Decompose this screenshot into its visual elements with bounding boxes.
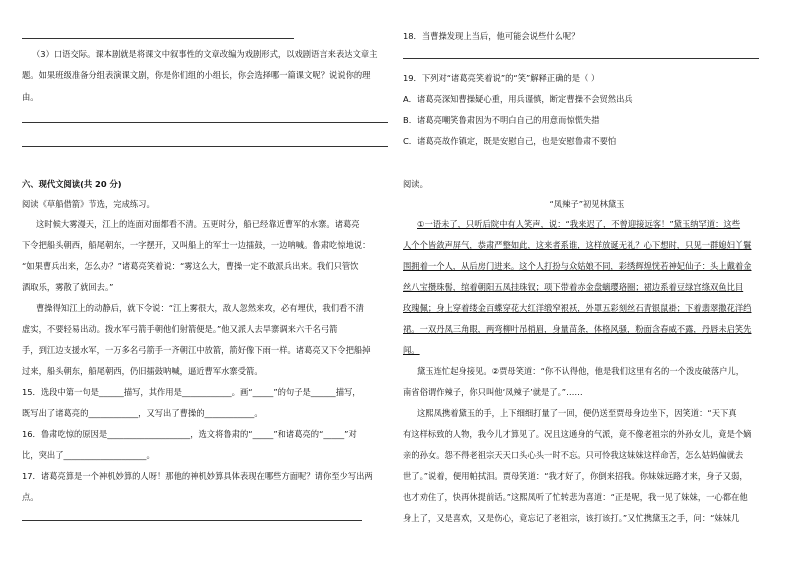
passage-line: 亲的孙女。怨不得老祖宗天天口头心头一时不忘。只可怜我这妹妹这样命苦，怎么姑妈偏就去 xyxy=(403,450,744,460)
question-17-cont: 点。 xyxy=(22,492,39,502)
passage-line: 身上了，又是喜欢，又是伤心，竟忘记了老祖宗，该打该打。”又忙携黛玉之手，问：“妹妹几 xyxy=(403,513,740,523)
passage-line: 曹操得知江上的动静后，就下令说：“江上雾很大，敌人忽然来攻，必有埋伏，我们看不清 xyxy=(36,303,364,313)
passage-line: 过来，船头朝东，船尾朝西，仍旧擂鼓呐喊，逼近曹军水寨受箭。 xyxy=(22,366,263,376)
answer-line xyxy=(22,520,362,521)
q3-line-3: 由。 xyxy=(22,92,39,102)
passage-line: 黛玉连忙起身接见。②贾母笑道：“你不认得他，他是我们这里有名的一个泼皮破落户儿， xyxy=(417,366,745,376)
passage-line: 裙。一双丹凤三角眼，两弯柳叶吊梢眉，身量苗条，体格风骚，粉面含春威不露，丹唇未启笑先 xyxy=(403,324,752,334)
answer-line xyxy=(22,122,388,123)
passage-line: 也才劝住了，快再休提前话。”这熙凤听了忙转悲为喜道：“正是呢，我一见了妹妹，一心都在他 xyxy=(403,492,748,502)
read-label: 阅读。 xyxy=(403,179,428,189)
section-6-title: 六、现代文阅读(共 20 分) xyxy=(22,179,122,189)
passage-line: 人个个皆敛声屏气，恭肃严整如此，这来者系谁，这样放诞无礼？心下想时，只见一群媳妇丫鬟 xyxy=(403,240,752,250)
passage-line: 下令把船头朝西，船尾朝东，一字摆开，又叫船上的军士一边擂鼓，一边呐喊。鲁肃吃惊地说： xyxy=(22,240,371,250)
passage-line: 玫瑰佩；身上穿着缕金百蝶穿花大红洋缎窄裉袄，外罩五彩刻丝石青银鼠褂；下着翡翠撒花洋绉 xyxy=(403,303,752,313)
question-17: 17．诸葛亮算是一个神机妙算的人呀！那他的神机妙算具体表现在哪些方面呢？请你至少写出两 xyxy=(22,471,373,481)
answer-line xyxy=(403,58,759,59)
question-19: 19．下列对“诸葛亮笑着说”的“笑”解释正确的是（ ） xyxy=(403,73,600,83)
passage-line: 这时候大雾漫天，江上的连面对面都看不清。五更时分，船已经靠近曹军的水寨。诸葛亮 xyxy=(36,219,360,229)
passage-title: “凤辣子”初见林黛玉 xyxy=(549,199,625,209)
option-b: B．诸葛亮嘲笑鲁肃因为不明白自己的用意而惊慌失措 xyxy=(403,115,600,125)
answer-line xyxy=(22,146,388,147)
question-18: 18．当曹操发现上当后，他可能会说些什么呢？ xyxy=(403,31,580,41)
passage-line: 世了。”说着，便用帕拭泪。贾母笑道：“我才好了，你倒来招我。你妹妹远路才来，身子又弱， xyxy=(403,471,748,481)
question-15: 15．选段中第一句是______描写，其作用是____________。画“_____”的句子是______描写， xyxy=(22,387,361,397)
question-16-cont: 比，突出了____________________。 xyxy=(22,450,155,460)
passage-line: 有这样标致的人物，我今儿才算见了。况且这通身的气派，竟不像老祖宗的外孙女儿，竟是个嫡 xyxy=(403,429,752,439)
passage-line: 虚实，不要轻易出动。拨水军弓箭手朝他们射箭便是。”他又派人去旱寨调来六千名弓箭 xyxy=(22,324,338,334)
question-16: 16．鲁肃吃惊的原因是____________________，选文将鲁肃的“_____”和诸葛亮的“_____”对 xyxy=(22,429,357,439)
passage-line: ①一语未了，只听后院中有人笑声，说：“我来迟了，不曾迎接远客！”黛玉纳罕道：这些 xyxy=(417,219,741,229)
passage-line: 这熙凤携着黛玉的手，上下细细打量了一回，便仍送至贾母身边坐下，因笑道：“天下真 xyxy=(417,408,737,418)
passage-line: 闻。 xyxy=(403,345,420,355)
option-c: C．诸葛亮故作镇定，既是安慰自己，也是安慰鲁肃不要怕 xyxy=(403,136,617,146)
passage-line: 丝八宝攒珠髻，绾着朝阳五凤挂珠钗；项下带着赤金盘螭璎珞圈；裙边系着豆绿宫绦双鱼比目 xyxy=(403,282,744,292)
option-a: A．诸葛亮深知曹操疑心重，用兵谨慎，断定曹操不会贸然出兵 xyxy=(403,94,633,104)
passage-line: 手，到江边支援水军，一万多名弓箭手一齐朝江中放箭，箭好像下雨一样。诸葛亮又下令把船掉 xyxy=(22,345,371,355)
passage-line: 酒取乐，雾散了就回去。” xyxy=(22,282,114,292)
passage-line: 围拥着一个人，从后房门进来。这个人打扮与众姑娘不同，彩绣辉煌恍若神妃仙子：头上戴着金 xyxy=(403,261,752,271)
q3-line-1: （3）口语交际。课本剧就是将课文中叙事性的文章改编为戏剧形式，以戏剧语言来表达文章主 xyxy=(32,49,378,59)
question-15-cont: 既写出了诸葛亮的____________，又写出了曹操的____________。 xyxy=(22,408,263,418)
q3-line-2: 题。如果班级准备分组表演课文剧，你是你们组的小组长，你会选择哪一篇课文呢？说说你的理 xyxy=(22,70,371,80)
passage-line: “如果曹兵出来，怎么办？”诸葛亮笑着说：“雾这么大，曹操一定不敢派兵出来。我们只管饮 xyxy=(22,261,359,271)
passage-intro: 阅读《草船借箭》节选，完成练习。 xyxy=(22,199,155,209)
passage-line: 南省俗谓作辣子，你只叫他‘凤辣子’就是了。”…… xyxy=(403,387,583,397)
answer-line xyxy=(22,38,294,39)
